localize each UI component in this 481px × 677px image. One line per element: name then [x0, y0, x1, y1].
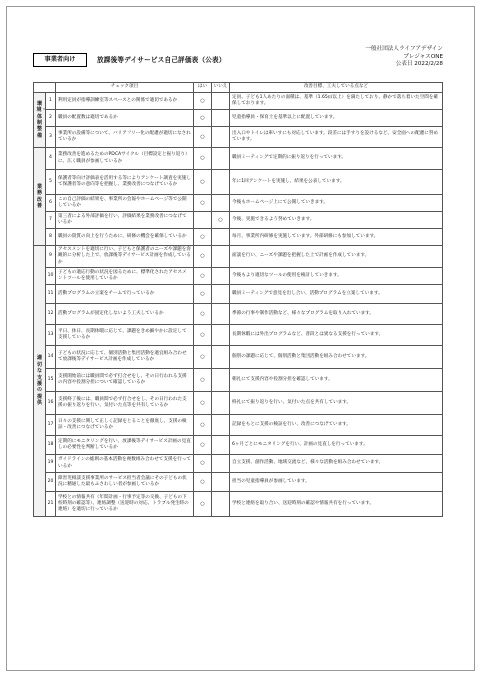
table-row	[34, 325, 443, 346]
no-mark	[212, 93, 230, 110]
no-mark	[212, 346, 230, 369]
table-header-row	[34, 83, 443, 93]
no-mark	[212, 473, 230, 492]
table-row	[34, 93, 443, 110]
category-cell	[34, 93, 46, 148]
page-title: 放課後等デイサービス自己評価表（公表）	[97, 56, 226, 64]
category-label: 適切な支援の提供	[36, 355, 42, 407]
evaluation-table	[33, 82, 443, 517]
row-number: 15	[46, 369, 56, 392]
header-item: チェック項目	[56, 83, 194, 93]
improvement-note: 面談を行い、ニーズや課題を把握した上で計画を作成しています。	[230, 246, 443, 268]
check-item: 事業所の設備等について、バリアフリー化の配慮が適切になされているか	[56, 127, 194, 148]
table-row	[34, 110, 443, 127]
no-mark	[212, 436, 230, 455]
improvement-note: 児童指導員・保育士を基準以上に配置しています。	[230, 110, 443, 127]
check-item: 活動プログラムが固定化しないよう工夫しているか	[56, 304, 194, 325]
check-item: 障害児相談支援事業所のサービス担当者会議にその子どもの状況に精通した最もふさわしい者が参画しているか	[56, 473, 194, 492]
yes-mark: ○	[194, 170, 212, 195]
row-number: 2	[46, 110, 56, 127]
table-row	[34, 415, 443, 436]
check-item: アセスメントを適切に行い、子どもと保護者のニーズや課題を客観的に分析した上で、放課後等デイサービス計画を作成しているか	[56, 246, 194, 268]
no-mark	[212, 148, 230, 170]
row-number: 20	[46, 473, 56, 492]
row-number: 16	[46, 392, 56, 415]
table-row	[34, 346, 443, 369]
yes-mark: ○	[194, 195, 212, 212]
yes-mark: ○	[194, 304, 212, 325]
row-number: 14	[46, 346, 56, 369]
category-label: 業務改善	[36, 183, 42, 209]
table-row	[34, 229, 443, 246]
improvement-note: 終礼にて振り返りを行い、気付いた点を共有しています。	[230, 392, 443, 415]
improvement-note: 職員ミーティングで意見を出し合い、活動プログラムを立案しています。	[230, 285, 443, 304]
yes-mark: ○	[194, 325, 212, 346]
row-number: 12	[46, 304, 56, 325]
table-row	[34, 369, 443, 392]
no-mark	[212, 392, 230, 415]
check-item: 活動プログラムの立案をチームで行っているか	[56, 285, 194, 304]
check-item: 支援開始前には職員間で必ず打合せをし、その日行われる支援の内容や役割分担について確認しているか	[56, 369, 194, 392]
check-item: 業務改善を進めるためのPDCAサイクル（目標設定と振り返り）に、広く職員が参画しているか	[56, 148, 194, 170]
no-mark	[212, 110, 230, 127]
category-cell	[34, 246, 46, 517]
improvement-note: 6ヶ月ごとにモニタリングを行い、計画の見直しを行っています。	[230, 436, 443, 455]
header-note: 改善目標、工夫している点など	[230, 83, 443, 93]
table-row	[34, 195, 443, 212]
no-mark	[212, 285, 230, 304]
improvement-note: 長期休暇には外出プログラムなど、普段とは異なる支援を行っています。	[230, 325, 443, 346]
check-item: 学校との情報共有（年間計画・行事予定等の交換、子どもの下校時刻の確認等）、連絡調整（送迎時の対応、トラブル発生時の連絡）を適切に行っているか	[56, 492, 194, 517]
yes-mark: ○	[194, 455, 212, 473]
check-item: 平日、休日、長期休暇に応じて、課題をきめ細やかに設定して支援しているか	[56, 325, 194, 346]
check-item: この自己評価の結果を、事業所の会報やホームページ等で公開しているか	[56, 195, 194, 212]
yes-mark: ○	[194, 148, 212, 170]
yes-mark	[194, 212, 212, 229]
check-item: 子どもの適応行動の状況を図るために、標準化されたアセスメントツールを使用しているか	[56, 268, 194, 285]
no-mark	[212, 170, 230, 195]
table-row	[34, 304, 443, 325]
yes-mark: ○	[194, 346, 212, 369]
row-number: 9	[46, 246, 56, 268]
no-mark	[212, 229, 230, 246]
table-row	[34, 455, 443, 473]
publish-date: 公表日 2022/2/28	[395, 61, 443, 68]
yes-mark: ○	[194, 110, 212, 127]
no-mark	[212, 455, 230, 473]
no-mark	[212, 325, 230, 346]
row-number: 7	[46, 212, 56, 229]
improvement-note: 季節の行事や制作活動など、様々なプログラムを取り入れています。	[230, 304, 443, 325]
improvement-note: 出入口やトイレは車いすにも対応しています。段差には手すりを設けるなど、安全面への配慮に努めています。	[230, 127, 443, 148]
row-number: 17	[46, 415, 56, 436]
table-row	[34, 436, 443, 455]
improvement-note: 個別の課題に応じて、個別活動と集団活動を組み合わせています。	[230, 346, 443, 369]
org-name: 一般社団法人ライフアデザイン	[365, 46, 443, 52]
yes-mark: ○	[194, 229, 212, 246]
no-mark	[212, 268, 230, 285]
check-item: 職員の資質の向上を行うために、研修の機会を確保しているか	[56, 229, 194, 246]
category-label: 環境・体制整備	[36, 100, 47, 139]
yes-mark: ○	[194, 492, 212, 517]
improvement-note: 記録をもとに支援の検証を行い、改善につなげています。	[230, 415, 443, 436]
header-blank	[34, 83, 56, 93]
improvement-note: 定員、子ども1人あたりの面積は、基準（1.65㎡以上）を満たしており、静かで落ち着いた空間を確保しております。	[230, 93, 443, 110]
row-number: 13	[46, 325, 56, 346]
improvement-note: 学校と連絡を取り合い、送迎時刻の確認や情報共有を行っています。	[230, 492, 443, 517]
row-number: 19	[46, 455, 56, 473]
check-item: 定期的にモニタリングを行い、放課後等デイサービス計画の見直しの必要性を判断しているか	[56, 436, 194, 455]
check-item: ガイドラインの総則の基本活動を複数組み合わせて支援を行っているか	[56, 455, 194, 473]
table-row	[34, 268, 443, 285]
row-number: 10	[46, 268, 56, 285]
table-row	[34, 246, 443, 268]
no-mark: ○	[212, 212, 230, 229]
organization-block	[365, 46, 443, 69]
improvement-note: 年に1回アンケートを実施し、結果を公表しています。	[230, 170, 443, 195]
improvement-note: 自立支援、創作活動、地域交流など、様々な活動を組み合わせています。	[230, 455, 443, 473]
check-item: 支援終了後には、職員間で必ず打合せをし、その日行われた支援の振り返りを行い、気付いた点等を共有しているか	[56, 392, 194, 415]
no-mark	[212, 492, 230, 517]
table-row	[34, 473, 443, 492]
table-row	[34, 212, 443, 229]
row-number: 3	[46, 127, 56, 148]
improvement-note: 今後もホームページ上にて公開していきます。	[230, 195, 443, 212]
yes-mark: ○	[194, 369, 212, 392]
no-mark	[212, 304, 230, 325]
header-no: いいえ	[212, 83, 230, 93]
improvement-note: 毎月、事業所内研修を実施しています。外部研修にも参加しています。	[230, 229, 443, 246]
row-number: 1	[46, 93, 56, 110]
yes-mark: ○	[194, 392, 212, 415]
yes-mark: ○	[194, 127, 212, 148]
no-mark	[212, 127, 230, 148]
row-number: 21	[46, 492, 56, 517]
category-cell	[34, 148, 46, 246]
yes-mark: ○	[194, 473, 212, 492]
yes-mark: ○	[194, 93, 212, 110]
improvement-note: 朝礼にて支援内容や役割分担を確認しています。	[230, 369, 443, 392]
check-item: 第三者による外部評価を行い、評価結果を業務改善につなげているか	[56, 212, 194, 229]
no-mark	[212, 415, 230, 436]
improvement-note: 今後、実施できるよう努めていきます。	[230, 212, 443, 229]
check-item: 職員の配置数は適切であるか	[56, 110, 194, 127]
yes-mark: ○	[194, 436, 212, 455]
improvement-note: 担当の児童指導員が参画しています。	[230, 473, 443, 492]
yes-mark: ○	[194, 285, 212, 304]
row-number: 18	[46, 436, 56, 455]
check-item: 子どもの状況に応じて、個別活動と集団活動を適宜組み合わせて放課後等デイサービス計画を作成しているか	[56, 346, 194, 369]
table-row	[34, 170, 443, 195]
row-number: 5	[46, 170, 56, 195]
facility-name: プレジャスONE	[403, 53, 443, 60]
check-item: 保護者等向け評価表を活用する等によりアンケート調査を実施して保護者等の意向等を把握し、業務改善につなげているか	[56, 170, 194, 195]
table-row	[34, 392, 443, 415]
table-row	[34, 492, 443, 517]
row-number: 11	[46, 285, 56, 304]
no-mark	[212, 246, 230, 268]
improvement-note: 今後もより適切なツールの使用を検討していきます。	[230, 268, 443, 285]
no-mark	[212, 369, 230, 392]
row-number: 8	[46, 229, 56, 246]
yes-mark: ○	[194, 246, 212, 268]
header-yes: はい	[194, 83, 212, 93]
check-item: 利用定員が指導訓練室等スペースとの関係で適切であるか	[56, 93, 194, 110]
improvement-note: 職員ミーティングで定期的に振り返りを行っています。	[230, 148, 443, 170]
check-item: 日々の支援に関して正しく記録をとることを徹底し、支援の検証・改善につなげているか	[56, 415, 194, 436]
row-number: 4	[46, 148, 56, 170]
table-row	[34, 285, 443, 304]
table-row	[34, 148, 443, 170]
no-mark	[212, 195, 230, 212]
yes-mark: ○	[194, 268, 212, 285]
yes-mark: ○	[194, 415, 212, 436]
row-number: 6	[46, 195, 56, 212]
audience-badge: 事業者向け	[33, 53, 87, 67]
table-row	[34, 127, 443, 148]
